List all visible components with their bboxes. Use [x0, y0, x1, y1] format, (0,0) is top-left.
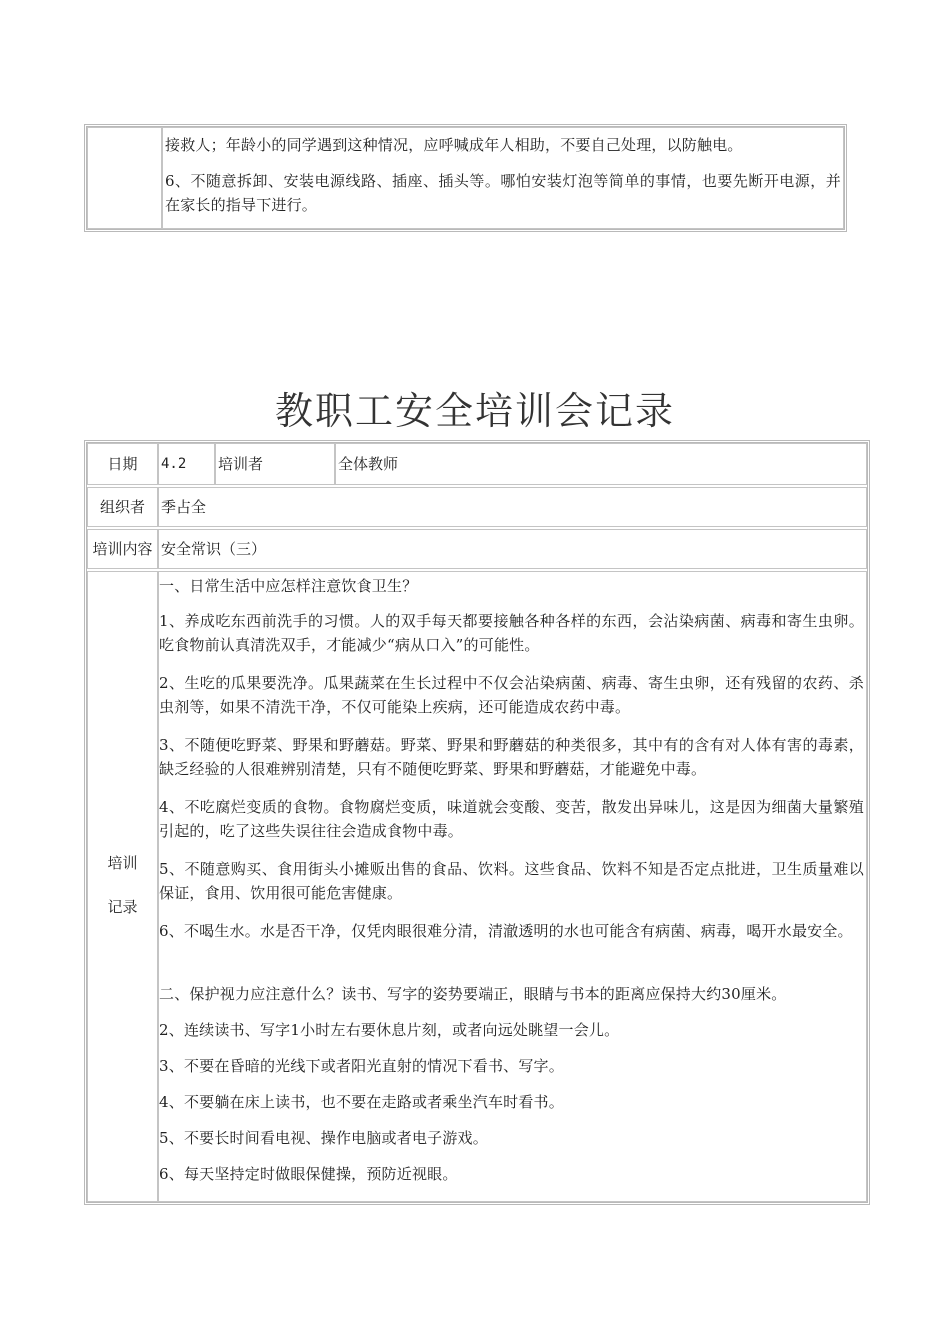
organizer-value-cell: [158, 487, 867, 527]
organizer-label: 组织者: [99, 498, 145, 516]
date-value: 4.2: [161, 456, 187, 472]
notes-paragraph-5: 4、不吃腐烂变质的食物。食物腐烂变质，味道就会变酸、变苦，散发出异味儿，这是因为细菌大量繁殖引起的，吃了这些失误往往会造成食物中毒。: [159, 798, 864, 840]
notes-paragraph-12: 5、不要长时间看电视、操作电脑或者电子游戏。: [159, 1129, 488, 1147]
notes-content-cell: [158, 571, 867, 1202]
notes-label-cell: [87, 571, 158, 1202]
continuation-text-cell: [162, 127, 844, 229]
notes-label-line-2: 记录: [107, 898, 138, 916]
notes-paragraph-10: 3、不要在昏暗的光线下或者阳光直射的情况下看书、写字。: [159, 1057, 564, 1075]
date-value-cell: [158, 443, 215, 485]
notes-paragraph-3: 2、生吃的瓜果要洗净。瓜果蔬菜在生长过程中不仅会沾染病菌、病毒、寄生虫卵，还有残留的农药、杀虫剂等，如果不清洗干净，不仅可能染上疾病，还可能造成农药中毒。: [159, 674, 864, 716]
notes-paragraph-2: 1、养成吃东西前洗手的习惯。人的双手每天都要接触各种各样的东西，会沾染病菌、病毒和寄生虫卵。吃食物前认真清洗双手，才能减少“病从口入”的可能性。: [159, 612, 864, 654]
notes-paragraph-1: 一、日常生活中应怎样注意饮食卫生？: [159, 577, 418, 595]
notes-paragraph-8: 二、保护视力应注意什么？读书、写字的姿势要端正，眼睛与书本的距离应保持大约30厘米。: [159, 985, 787, 1003]
continuation-paragraph-2: 6、不随意拆卸、安装电源线路、插座、插头等。哪怕安装灯泡等简单的事情，也要先断开电源，并在家长的指导下进行。: [165, 172, 841, 214]
continuation-label-cell: [87, 127, 162, 229]
organizer-label-cell: [87, 487, 158, 527]
content-value-cell: [158, 529, 867, 569]
trainer-value: 全体教师: [338, 455, 399, 473]
trainer-label: 培训者: [218, 455, 264, 473]
notes-paragraph-13: 6、每天坚持定时做眼保健操，预防近视眼。: [159, 1165, 458, 1183]
continuation-table: [84, 124, 847, 232]
organizer-value: 季占全: [161, 498, 207, 516]
training-record-table: [84, 440, 870, 1205]
content-value: 安全常识（三）: [161, 540, 267, 558]
content-label: 培训内容: [92, 540, 153, 558]
date-label: 日期: [107, 455, 138, 473]
trainer-value-cell: [335, 443, 867, 485]
content-label-cell: [87, 529, 158, 569]
notes-paragraph-7: 6、不喝生水。水是否干净，仅凭肉眼很难分清，清澈透明的水也可能含有病菌、病毒，喝开水最安全。: [159, 922, 853, 940]
date-label-cell: [87, 443, 158, 485]
trainer-label-cell: [215, 443, 335, 485]
notes-paragraph-4: 3、不随便吃野菜、野果和野蘑菇。野菜、野果和野蘑菇的种类很多，其中有的含有对人体有害的毒素，缺乏经验的人很难辨别清楚，只有不随便吃野菜、野果和野蘑菇，才能避免中毒。: [159, 736, 864, 778]
notes-paragraph-6: 5、不随意购买、食用街头小摊贩出售的食品、饮料。这些食品、饮料不知是否定点批进，卫生质量难以保证，食用、饮用很可能危害健康。: [159, 860, 864, 902]
notes-label-line-1: 培训: [107, 854, 138, 872]
page-title: 教职工安全培训会记录: [274, 389, 675, 433]
continuation-paragraph-1: 接救人；年龄小的同学遇到这种情况，应呼喊成年人相助，不要自己处理，以防触电。: [165, 136, 743, 154]
notes-paragraph-9: 2、连续读书、写字1小时左右要休息片刻，或者向远处眺望一会儿。: [159, 1021, 620, 1039]
notes-paragraph-11: 4、不要躺在床上读书，也不要在走路或者乘坐汽车时看书。: [159, 1093, 564, 1111]
